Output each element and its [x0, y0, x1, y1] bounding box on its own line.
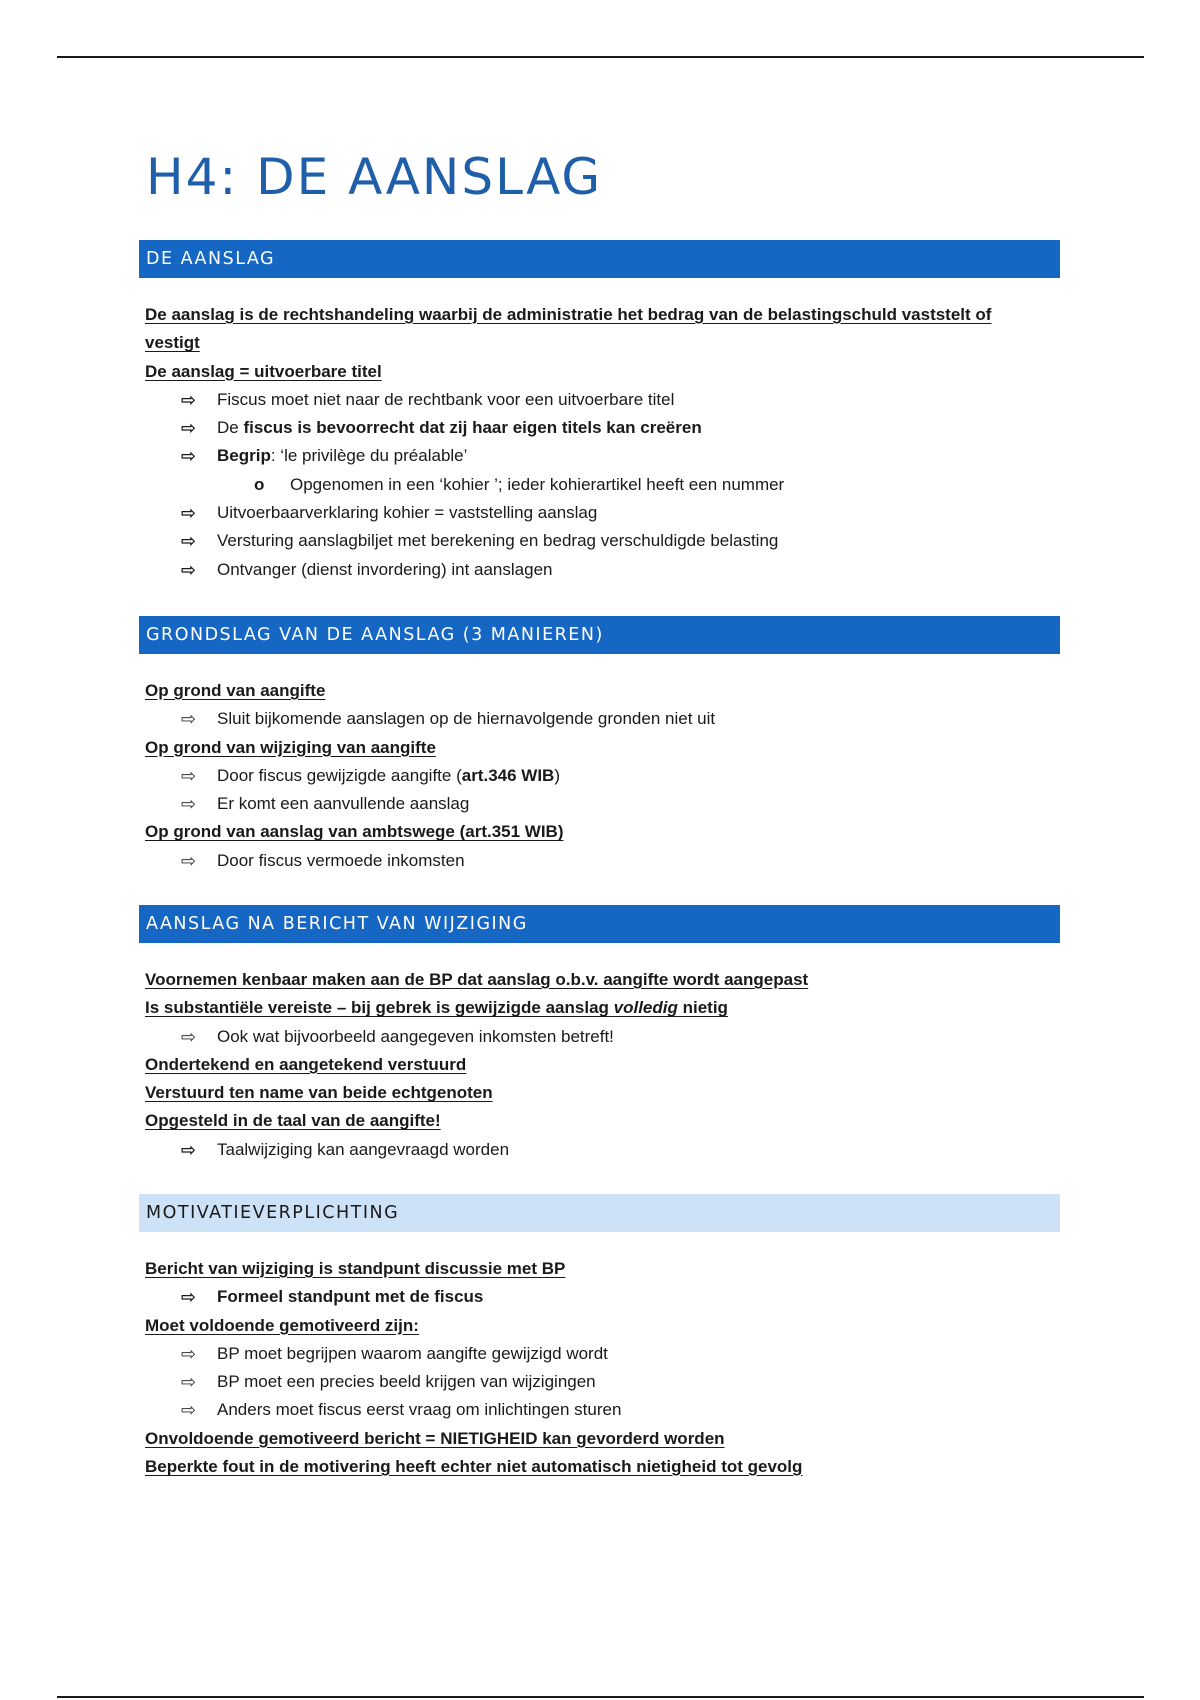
list-item — [145, 1283, 1060, 1311]
bottom-rule — [57, 1696, 1144, 1698]
circle-bullet-icon: o — [254, 474, 265, 494]
page-title: H4: DE AANSLAG — [146, 148, 603, 206]
subheading-line: Bericht van wijziging is standpunt discussie met BP — [145, 1259, 566, 1278]
list-item-text: Ontvanger (dienst invordering) int aanslagen — [217, 559, 553, 579]
subheading-line: Beperkte fout in de motivering heeft echter niet automatisch nietigheid tot gevolg — [145, 1457, 803, 1477]
list-item — [145, 414, 1060, 442]
list-item-text: Versturing aanslagbiljet met berekening en bedrag verschuldigde belasting — [217, 531, 779, 551]
arrow-right-icon: ⇨ — [181, 389, 197, 410]
list-item-text: BP moet begrijpen waarom aangifte gewijzigd wordt — [217, 1343, 608, 1363]
arrow-right-icon: ⇨ — [181, 446, 197, 467]
list-item — [145, 1340, 1060, 1368]
list-item-text: Sluit bijkomende aanslagen op de hiernavolgende gronden niet uit — [217, 709, 716, 729]
section-content — [139, 654, 1060, 875]
subheading-line: Verstuurd ten name van beide echtgenoten — [145, 1083, 493, 1103]
section-content — [139, 278, 1060, 584]
subheading-line: Op grond van aanslag van ambtswege (art.351 WIB) — [145, 822, 564, 842]
subheading-line: Voornemen kenbaar maken aan de BP dat aanslag o.b.v. aangifte wordt aangepast — [145, 970, 809, 989]
list-item-text: Uitvoerbaarverklaring kohier = vaststelling aanslag — [217, 503, 598, 523]
section-grondslag — [139, 616, 1060, 875]
arrow-right-icon: ⇨ — [181, 1139, 197, 1160]
text-part: De — [217, 418, 244, 438]
arrow-right-outline-icon: ⇨ — [181, 765, 197, 786]
list-item — [145, 556, 1060, 584]
section-bericht-van-wijziging — [139, 905, 1060, 1164]
subheading-line: Op grond van aangifte — [145, 681, 326, 700]
list-item — [145, 1396, 1060, 1424]
section-content — [139, 1232, 1060, 1481]
list-item-text — [217, 762, 560, 790]
subheading-line: Opgesteld in de taal van de aangifte! — [145, 1111, 441, 1131]
list-item — [145, 442, 1060, 470]
section-content — [139, 943, 1060, 1164]
section-heading: DE AANSLAG — [139, 240, 1060, 278]
arrow-right-outline-icon: ⇨ — [181, 1372, 197, 1393]
list-item — [145, 499, 1060, 527]
bold-text: art.346 WIB — [461, 765, 555, 785]
subheading-line: Moet voldoende gemotiveerd zijn: — [145, 1315, 419, 1335]
definition-line: vestigt — [145, 333, 200, 353]
text-part: nietig — [677, 998, 728, 1018]
list-item-text: Fiscus moet niet naar de rechtbank voor een uitvoerbare titel — [217, 389, 675, 409]
text-part: ) — [554, 765, 560, 785]
subheading-line — [145, 994, 1060, 1022]
list-item-text: Taalwijziging kan aangevraagd worden — [217, 1139, 510, 1159]
definition-line: De aanslag is de rechtshandeling waarbij de administratie het bedrag van de belastingschuld vaststelt of — [145, 305, 992, 324]
arrow-right-outline-icon: ⇨ — [181, 794, 197, 815]
arrow-right-outline-icon: ⇨ — [181, 1343, 197, 1364]
arrow-right-icon: ⇨ — [181, 559, 197, 580]
list-item-text: Formeel standpunt met de fiscus — [217, 1287, 484, 1307]
arrow-right-icon: ⇨ — [181, 531, 197, 552]
bold-text: Begrip — [217, 446, 271, 466]
list-item-text: Opgenomen in een ‘kohier ’; ieder kohierartikel heeft een nummer — [290, 474, 785, 494]
list-item — [145, 1136, 1060, 1164]
arrow-right-icon: ⇨ — [181, 503, 197, 524]
list-item — [145, 790, 1060, 818]
section-heading: GRONDSLAG VAN DE AANSLAG (3 MANIEREN) — [139, 616, 1060, 654]
arrow-right-outline-icon: ⇨ — [181, 709, 197, 730]
section-de-aanslag — [139, 240, 1060, 584]
top-rule — [57, 56, 1144, 58]
subheading-line: Op grond van wijziging van aangifte — [145, 737, 436, 757]
italic-text: volledig — [613, 998, 678, 1018]
list-item — [145, 1023, 1060, 1051]
definition-line: De aanslag = uitvoerbare titel — [145, 361, 382, 381]
list-item — [145, 527, 1060, 555]
arrow-right-outline-icon: ⇨ — [181, 1400, 197, 1421]
list-item — [145, 386, 1060, 414]
subheading-line: Ondertekend en aangetekend verstuurd — [145, 1054, 467, 1074]
list-item — [145, 1368, 1060, 1396]
list-item — [145, 762, 1060, 790]
arrow-right-outline-icon: ⇨ — [181, 850, 197, 871]
bold-text: fiscus is bevoorrecht dat zij haar eigen titels kan creëren — [243, 418, 702, 438]
list-item-text: Ook wat bijvoorbeeld aangegeven inkomsten betreft! — [217, 1026, 614, 1046]
list-item — [145, 705, 1060, 733]
list-item-text — [217, 442, 467, 470]
text-part: Door fiscus gewijzigde aangifte ( — [217, 765, 462, 785]
list-item-text: Door fiscus vermoede inkomsten — [217, 850, 465, 870]
arrow-right-icon: ⇨ — [181, 1287, 197, 1308]
list-item-text: Er komt een aanvullende aanslag — [217, 794, 470, 814]
list-item — [145, 847, 1060, 875]
section-heading: AANSLAG NA BERICHT VAN WIJZIGING — [139, 905, 1060, 943]
list-item-text: Anders moet fiscus eerst vraag om inlichtingen sturen — [217, 1400, 622, 1420]
list-item-text — [217, 414, 702, 442]
list-item-text: BP moet een precies beeld krijgen van wijzigingen — [217, 1372, 596, 1392]
section-motivatieverplichting — [139, 1194, 1060, 1481]
text-part: Is substantiële vereiste – bij gebrek is gewijzigde aanslag — [145, 998, 614, 1018]
sub-list-item — [145, 471, 1060, 499]
text-part: : ‘le privilège du préalable’ — [270, 446, 468, 466]
subheading-line: Onvoldoende gemotiveerd bericht = NIETIGHEID kan gevorderd worden — [145, 1428, 725, 1448]
arrow-right-outline-icon: ⇨ — [181, 1026, 197, 1047]
arrow-right-icon: ⇨ — [181, 418, 197, 439]
section-heading: MOTIVATIEVERPLICHTING — [139, 1194, 1060, 1232]
